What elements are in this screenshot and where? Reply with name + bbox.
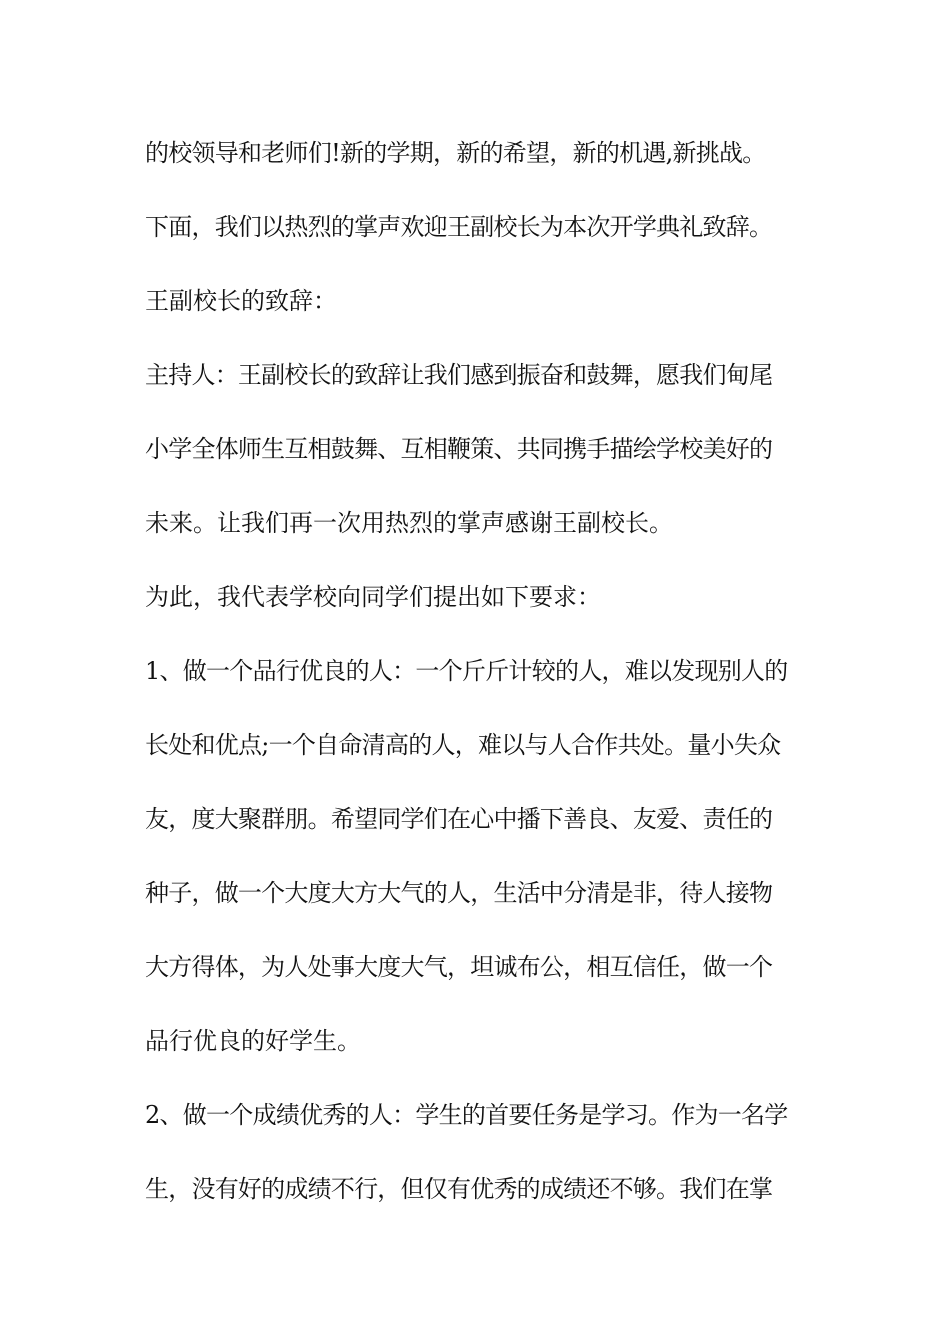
- paragraph-line: 的校领导和老师们!新的学期，新的希望，新的机遇,新挑战。: [145, 139, 766, 167]
- paragraph-line: 种子，做一个大度大方大气的人，生活中分清是非，待人接物: [145, 879, 773, 907]
- paragraph-line: 未来。让我们再一次用热烈的掌声感谢王副校长。: [145, 509, 673, 537]
- paragraph-line: 长处和优点;一个自命清高的人，难以与人合作共处。量小失众: [145, 731, 781, 759]
- paragraph-line: 为此，我代表学校向同学们提出如下要求：: [145, 583, 601, 611]
- paragraph-line: 主持人：王副校长的致辞让我们感到振奋和鼓舞，愿我们甸尾: [145, 361, 773, 389]
- paragraph-line: 大方得体，为人处事大度大气，坦诚布公，相互信任，做一个: [145, 953, 773, 981]
- paragraph-line: 生，没有好的成绩不行，但仅有优秀的成绩还不够。我们在掌: [145, 1175, 773, 1203]
- paragraph-line: 2、做一个成绩优秀的人：学生的首要任务是学习。作为一名学: [145, 1101, 788, 1129]
- paragraph-line: 小学全体师生互相鼓舞、互相鞭策、共同携手描绘学校美好的: [145, 435, 773, 463]
- paragraph-line: 下面，我们以热烈的掌声欢迎王副校长为本次开学典礼致辞。: [145, 213, 773, 241]
- paragraph-line: 友，度大聚群朋。希望同学们在心中播下善良、友爱、责任的: [145, 805, 773, 833]
- paragraph-line: 1、做一个品行优良的人：一个斤斤计较的人，难以发现别人的: [145, 657, 788, 685]
- paragraph-line: 王副校长的致辞：: [145, 287, 337, 315]
- paragraph-line: 品行优良的好学生。: [145, 1027, 361, 1055]
